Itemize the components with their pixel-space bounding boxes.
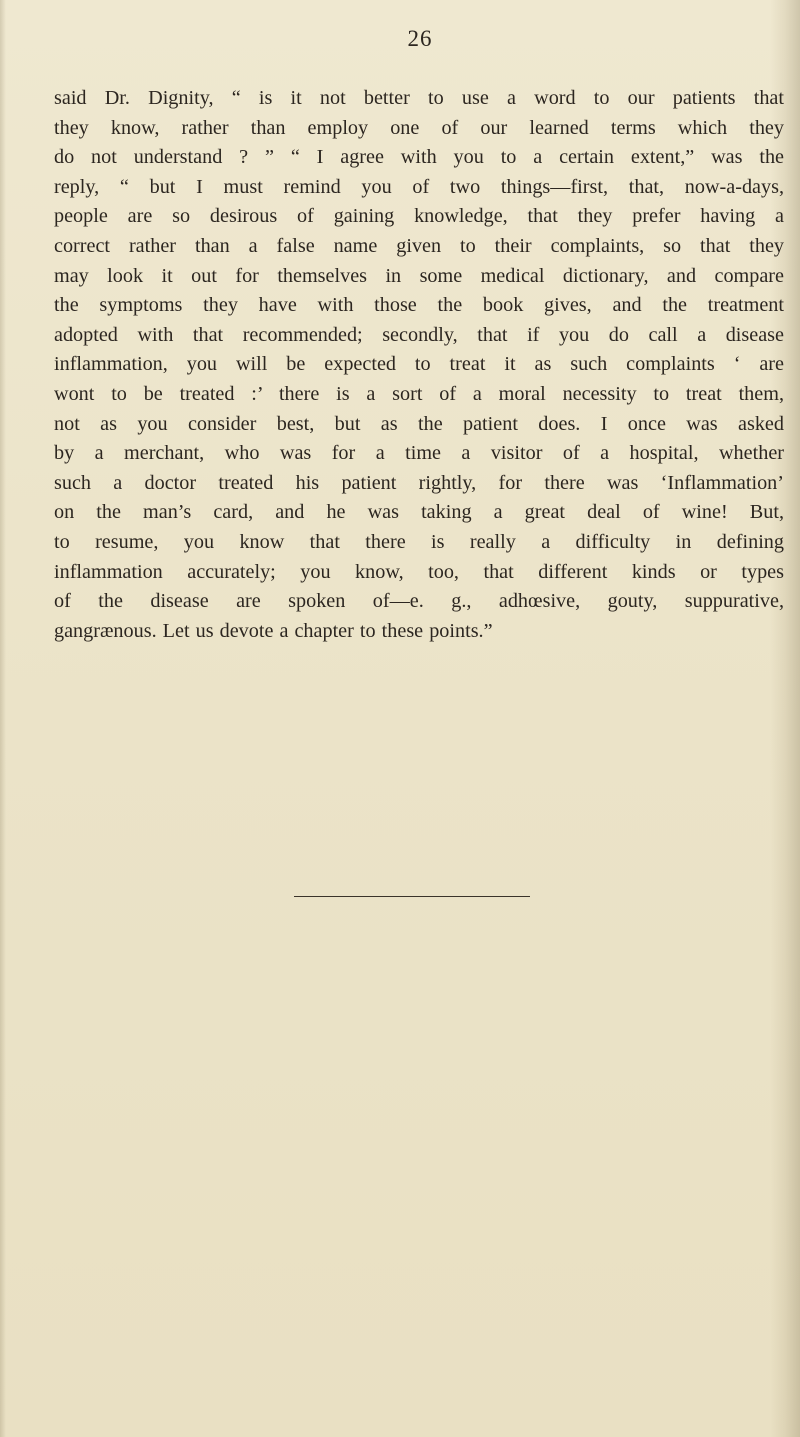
text-line: wont to be treated :’ there is a sort of a moral necessity to treat them, bbox=[54, 382, 784, 405]
text-line: such a doctor treated his patient rightly, for there was ‘Inflammation’ bbox=[54, 471, 784, 494]
text-line: correct rather than a false name given to their complaints, so that they bbox=[54, 234, 784, 257]
text-line: of the disease are spoken of—e. g., adhœsive, gouty, suppurative, bbox=[54, 590, 784, 613]
text-line: said Dr. Dignity, “ is it not better to use a word to our patients that bbox=[54, 87, 784, 109]
section-end-rule bbox=[294, 896, 530, 897]
body-paragraph bbox=[54, 84, 784, 646]
text-line: by a merchant, who was for a time a visitor of a hospital, whether bbox=[54, 442, 784, 465]
text-line: may look it out for themselves in some medical dictionary, and compare bbox=[54, 264, 784, 287]
page-number: 26 bbox=[407, 26, 433, 51]
text-line: reply, “ but I must remind you of two things—first, that, now-a-days, bbox=[54, 175, 784, 198]
text-line: they know, rather than employ one of our learned terms which they bbox=[54, 116, 784, 139]
text-line: on the man’s card, and he was taking a great deal of wine! But, bbox=[54, 501, 784, 524]
text-line-last: gangrænous. Let us devote a chapter to these points.” bbox=[54, 619, 493, 642]
page-edge-shadow bbox=[0, 0, 6, 1437]
text-line: people are so desirous of gaining knowledge, that they prefer having a bbox=[54, 205, 784, 228]
text-line: inflammation accurately; you know, too, that different kinds or types bbox=[54, 560, 784, 583]
text-line: the symptoms they have with those the book gives, and the treatment bbox=[54, 294, 784, 317]
text-line: do not understand ? ” “ I agree with you to a certain extent,” was the bbox=[54, 146, 784, 169]
text-line: to resume, you know that there is really a difficulty in defining bbox=[54, 530, 784, 553]
text-line: not as you consider best, but as the patient does. I once was asked bbox=[54, 412, 784, 435]
text-line: inflammation, you will be expected to treat it as such complaints ‘ are bbox=[54, 353, 784, 376]
text-line: adopted with that recommended; secondly, that if you do call a disease bbox=[54, 323, 784, 346]
